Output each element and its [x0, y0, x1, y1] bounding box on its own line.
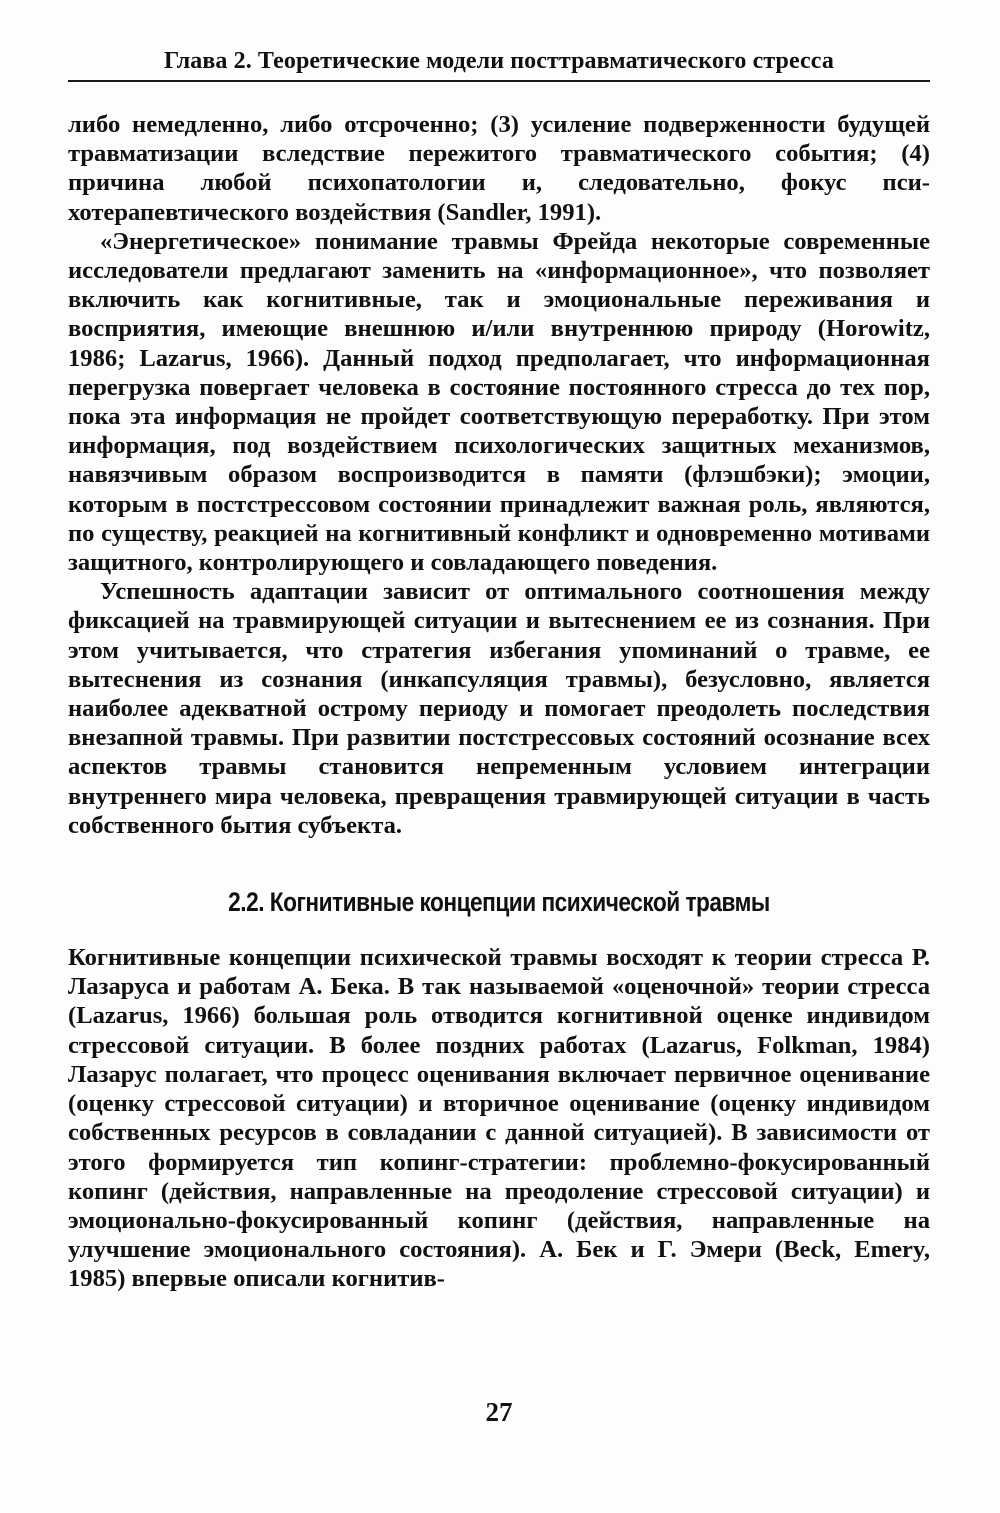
- section-paragraph: Когнитивные концепции психической травмы восходят к теории стресса Р. Лазаруса и работам А. Бека. В так называемой «оценочной» теории стресса (Lazarus, 1966) большая роль отводится когнитивной оценке индивидом стрессовой ситуации. В более поздних работах (Lazarus, Folkman, 1984) Лазарус полагает, что процесс оценивания включает первичное оценивание (оценку стрессовой ситуации) и вторичное оценивание (оценку индивидом собственных ресурсов в совладании с данной ситуацией). В зависимости от этого формируется тип копинг-стратегии: проблемно-фокусированный копинг (действия, направленные на преодоление стрессовой ситуации) и эмоционально-фокусированный копинг (действия, направленные на улучшение эмоционального состояния). А. Бек и Г. Эмери (Beck, Emery, 1985) впервые описали когнитив-: [68, 944, 930, 1293]
- section-heading: 2.2. Когнитивные концепции психической травмы: [228, 887, 770, 918]
- body-text: [68, 110, 930, 1294]
- page-number: 27: [485, 1397, 513, 1427]
- header-rule: [68, 80, 930, 82]
- paragraph-3: Успешность адаптации зависит от оптимального соотношения между фиксацией на травмирующей ситуации и вытеснением ее из сознания. При этом учитывается, что стратегия избегания упоминаний о травме, ее вытеснения из сознания (инкапсуляция травмы), безусловно, является наиболее адекватной острому периоду и помогает преодолеть последствия внезапной травмы. При развитии постстрессовых состояний осознание всех аспектов травмы становится непременным условием интеграции внутреннего мира человека, превращения травмирующей ситуации в часть собственного бытия субъекта.: [68, 578, 930, 839]
- paragraph-1: либо немедленно, либо отсроченно; (3) усиление подверженности будущей травматизации вследствие пережитого травматического события; (4) причина любой психопатологии и, следовательно, фокус психотерапевтического воздействия (Sandler, 1991).: [68, 111, 930, 226]
- paragraph-2: «Энергетическое» понимание травмы Фрейда некоторые современные исследователи предлагают заменить на «информационное», что позволяет включить как когнитивные, так и эмоциональные переживания и восприятия, имеющие внешнюю и/или внутреннюю природу (Horowitz, 1986; Lazarus, 1966). Данный подход предполагает, что информационная перегрузка повергает человека в состояние постоянного стресса до тех пор, пока эта информация не пройдет соответствующую переработку. При этом информация, под воздействием психологических защитных механизмов, навязчивым образом воспроизводится в памяти (флэшбэки); эмоции, которым в постстрессовом состоянии принадлежит важная роль, являются, по существу, реакцией на когнитивный конфликт и одновременно мотивами защитного, контролирующего и совладающего поведения.: [68, 227, 930, 577]
- running-header: Глава 2. Теоретические модели посттравматического стресса: [164, 48, 834, 74]
